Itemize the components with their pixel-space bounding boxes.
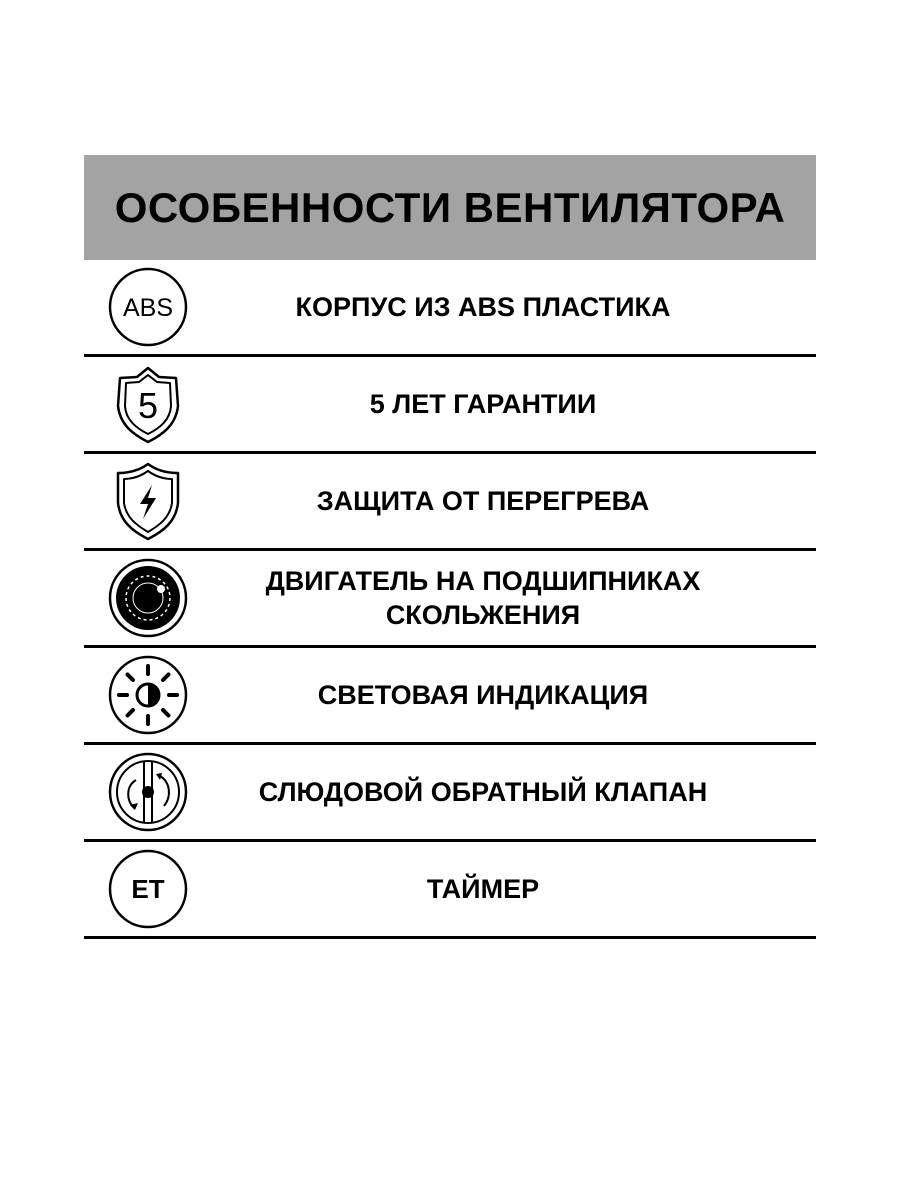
panel-header (84, 155, 816, 260)
abs-circle-icon (106, 265, 190, 349)
feature-label: СВЕТОВАЯ ИНДИКАЦИЯ (317, 680, 649, 710)
feature-row-light (84, 648, 816, 745)
feature-row-warranty (84, 357, 816, 454)
feature-row-valve (84, 745, 816, 842)
shield-5-icon (106, 362, 190, 446)
shield-lightning-icon (106, 459, 190, 543)
feature-row-abs (84, 260, 816, 357)
feature-label: СЛЮДОВОЙ ОБРАТНЫЙ КЛАПАН (258, 777, 708, 807)
page-title: ОСОБЕННОСТИ ВЕНТИЛЯТОРА (114, 183, 786, 231)
feature-label: ТАЙМЕР (426, 874, 540, 904)
light-indicator-icon (106, 653, 190, 737)
feature-label: КОРПУС ИЗ ABS ПЛАСТИКА (295, 292, 671, 322)
features-panel (84, 155, 816, 939)
feature-label: 5 ЛЕТ ГАРАНТИИ (369, 389, 597, 419)
feature-label: ЗАЩИТА ОТ ПЕРЕГРЕВА (316, 486, 650, 516)
feature-row-motor (84, 551, 816, 648)
shield-5-icon-text: 5 (137, 385, 159, 426)
check-valve-icon (106, 750, 190, 834)
et-icon-text: ET (131, 874, 165, 904)
bearing-motor-icon (106, 556, 190, 640)
abs-icon-text: ABS (122, 294, 174, 322)
et-circle-icon (106, 847, 190, 931)
feature-label: ДВИГАТЕЛЬ НА ПОДШИПНИКАХ СКОЛЬЖЕНИЯ (265, 566, 701, 630)
feature-row-overheat (84, 454, 816, 551)
feature-row-timer (84, 842, 816, 939)
